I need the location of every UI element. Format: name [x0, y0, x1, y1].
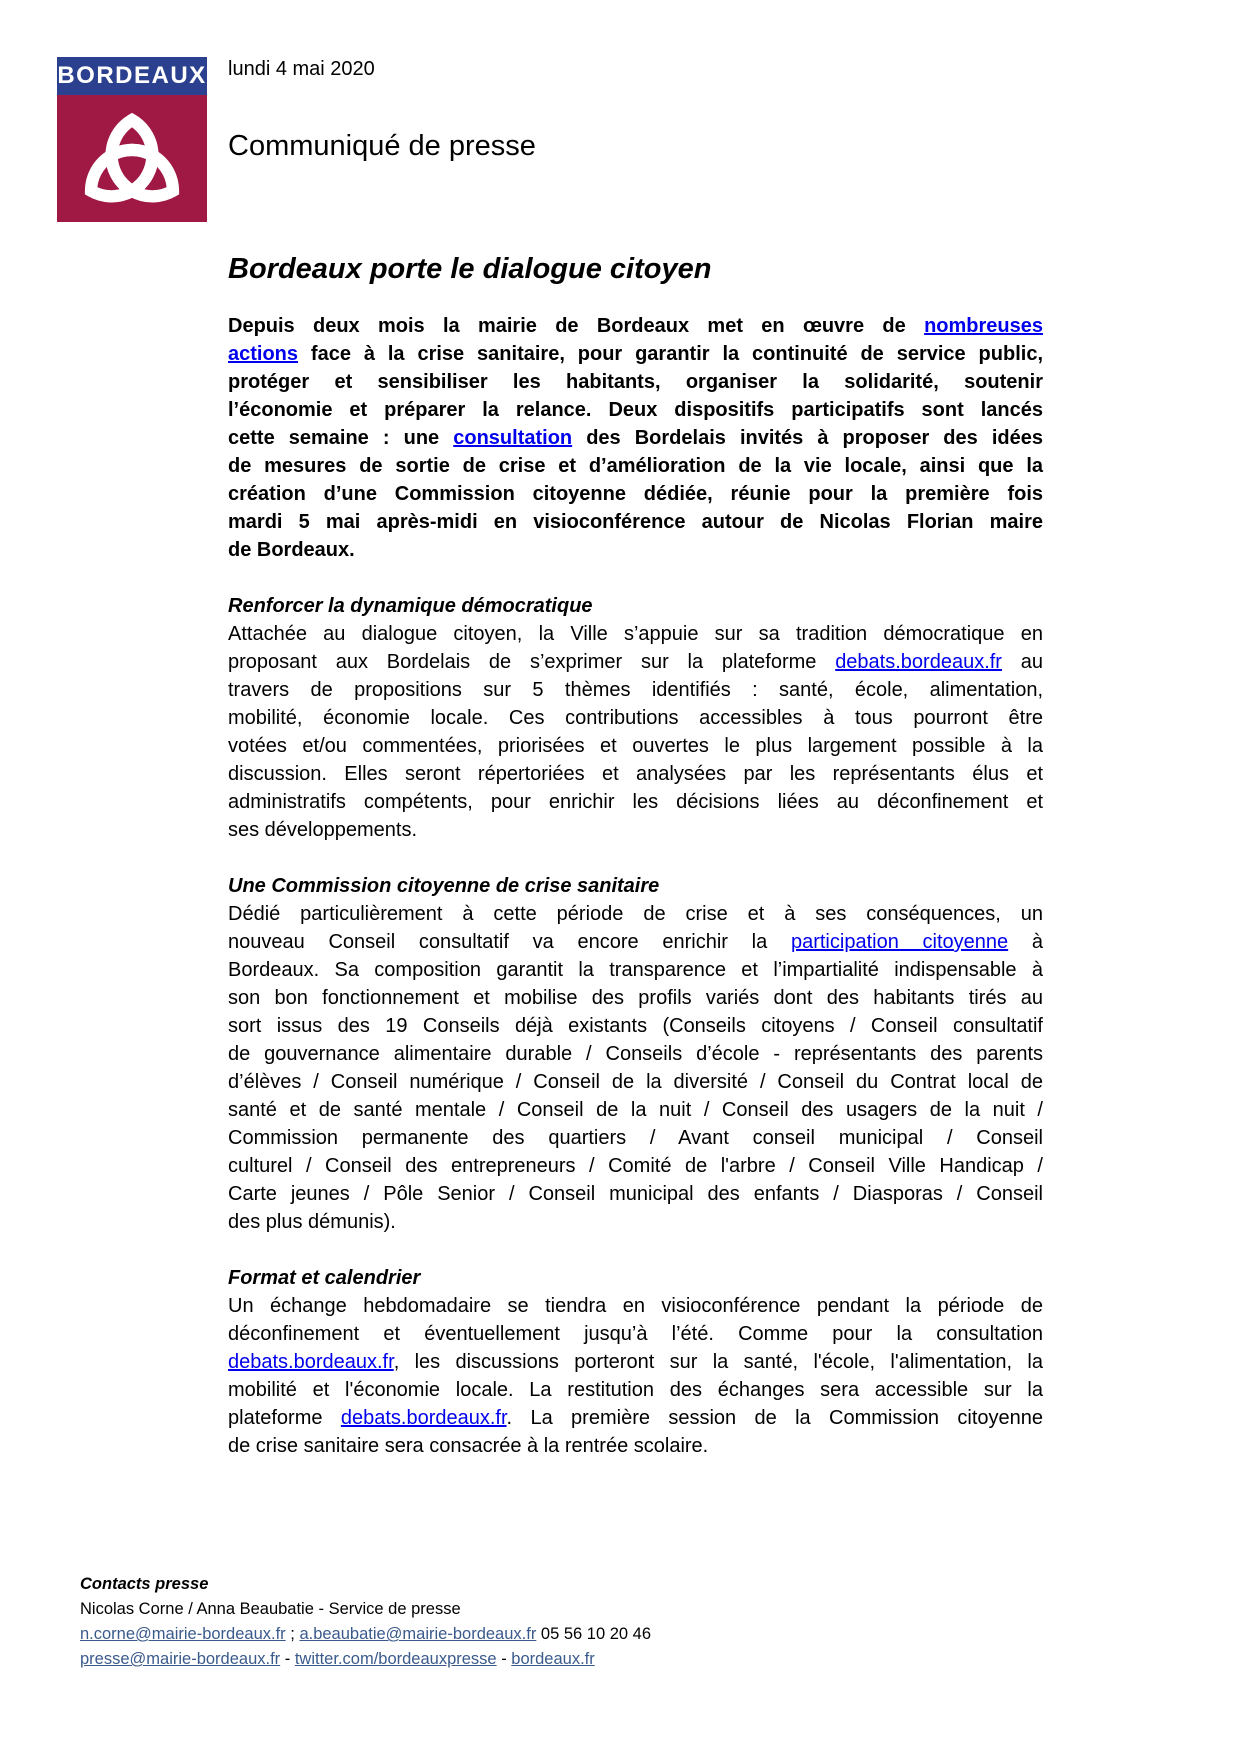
body-content	[228, 312, 1043, 1460]
text-link[interactable]: debats.bordeaux.fr	[340, 1407, 507, 1429]
paragraph	[228, 620, 1043, 844]
body-line: mobilité et l'économie locale. La restitution des échanges sera accessible sur la	[228, 1379, 1043, 1401]
section-heading: Une Commission citoyenne de crise sanitaire	[228, 875, 660, 897]
bordeaux-logo	[57, 57, 207, 222]
body-line: de gouvernance alimentaire durable / Conseils d’école - représentants des parents	[228, 1043, 1043, 1065]
section-heading: Renforcer la dynamique démocratique	[228, 595, 593, 617]
body-line: Un échange hebdomadaire se tiendra en visioconférence pendant la période de	[228, 1295, 1043, 1317]
document-body	[228, 252, 1043, 1460]
body-line: actions face à la crise sanitaire, pour garantir la continuité de service public,	[228, 343, 1043, 365]
body-line: culturel / Conseil des entrepreneurs / Comité de l'arbre / Conseil Ville Handicap /	[228, 1155, 1043, 1177]
body-line: santé et de santé mentale / Conseil de la nuit / Conseil des usagers de la nuit /	[228, 1099, 1043, 1121]
text-link[interactable]: nombreuses	[924, 315, 1043, 337]
body-line: déconfinement et éventuellement jusqu’à l’été. Comme pour la consultation	[228, 1323, 1043, 1345]
body-line: sort issus des 19 Conseils déjà existants (Conseils citoyens / Conseil consultatif	[228, 1015, 1043, 1037]
body-line: Depuis deux mois la mairie de Bordeaux met en œuvre de nombreuses	[228, 315, 1043, 337]
body-line: l’économie et préparer la relance. Deux dispositifs participatifs sont lancés	[228, 399, 1043, 421]
paragraph	[228, 1292, 1043, 1460]
body-line: travers de propositions sur 5 thèmes identifiés : santé, école, alimentation,	[228, 679, 1043, 701]
body-line: Dédié particulièrement à cette période de crise et à ses conséquences, un	[228, 903, 1043, 925]
document-type-label: Communiqué de presse	[228, 130, 536, 162]
paragraph	[228, 312, 1043, 564]
body-line: d’élèves / Conseil numérique / Conseil de la diversité / Conseil du Contrat local de	[228, 1071, 1043, 1093]
header-text-block	[228, 57, 536, 163]
bordeaux-wordmark: BORDEAUX	[57, 57, 207, 95]
body-line: cette semaine : une consultation des Bordelais invités à proposer des idées	[228, 427, 1043, 449]
text-link[interactable]: debats.bordeaux.fr	[228, 1351, 394, 1373]
document-date: lundi 4 mai 2020	[228, 58, 375, 80]
body-line: de crise sanitaire sera consacrée à la rentrée scolaire.	[228, 1435, 709, 1457]
text-link[interactable]: presse@mairie-bordeaux.fr	[80, 1650, 281, 1668]
body-line: Carte jeunes / Pôle Senior / Conseil municipal des enfants / Diasporas / Conseil	[228, 1183, 1043, 1205]
body-line: debats.bordeaux.fr, les discussions porteront sur la santé, l'école, l'alimentation, la	[228, 1351, 1043, 1373]
text-link[interactable]: actions	[228, 343, 299, 365]
body-line: protéger et sensibiliser les habitants, organiser la solidarité, soutenir	[228, 371, 1043, 393]
body-line: mardi 5 mai après-midi en visioconférence autour de Nicolas Florian maire	[228, 511, 1043, 533]
footer-line: presse@mairie-bordeaux.fr - twitter.com/bordeauxpresse - bordeaux.fr	[80, 1650, 595, 1668]
text-link[interactable]: debats.bordeaux.fr	[835, 651, 1002, 673]
section-heading: Format et calendrier	[228, 1267, 421, 1289]
bordeaux-logo-background	[57, 95, 207, 222]
body-line: ses développements.	[228, 819, 418, 841]
contacts-names: Nicolas Corne / Anna Beaubatie - Service de presse	[80, 1600, 461, 1618]
text-link[interactable]: bordeaux.fr	[511, 1650, 595, 1668]
body-line: création d’une Commission citoyenne dédiée, réunie pour la première fois	[228, 483, 1043, 505]
text-link[interactable]: n.corne@mairie-bordeaux.fr	[80, 1625, 286, 1643]
body-line: votées et/ou commentées, priorisées et ouvertes le plus largement possible à la	[228, 735, 1043, 757]
text-link[interactable]: consultation	[453, 427, 573, 449]
body-line: Commission permanente des quartiers / Avant conseil municipal / Conseil	[228, 1127, 1043, 1149]
document-footer	[80, 1572, 651, 1672]
body-line: discussion. Elles seront répertoriées et analysées par les représentants élus et	[228, 763, 1043, 785]
footer-links-block	[80, 1622, 651, 1672]
text-link[interactable]: a.beaubatie@mairie-bordeaux.fr	[299, 1625, 537, 1643]
paragraph	[228, 900, 1043, 1236]
body-line: nouveau Conseil consultatif va encore enrichir la participation citoyenne à	[228, 931, 1044, 953]
contacts-heading: Contacts presse	[80, 1575, 209, 1593]
text-link[interactable]: twitter.com/bordeauxpresse	[294, 1650, 497, 1668]
body-line: proposant aux Bordelais de s’exprimer sur la plateforme debats.bordeaux.fr au	[228, 651, 1043, 673]
text-link[interactable]: participation citoyenne	[790, 931, 1009, 953]
body-line: plateforme debats.bordeaux.fr. La première session de la Commission citoyenne	[228, 1407, 1043, 1429]
body-line: administratifs compétents, pour enrichir les décisions liées au déconfinement et	[228, 791, 1043, 813]
body-line: son bon fonctionnement et mobilise des profils variés dont des habitants tirés au	[228, 987, 1043, 1009]
body-line: des plus démunis).	[228, 1211, 396, 1233]
trefoil-crescent-icon	[57, 95, 207, 222]
body-line: Attachée au dialogue citoyen, la Ville s’appuie sur sa tradition démocratique en	[228, 623, 1043, 645]
body-line: Bordeaux. Sa composition garantit la transparence et l’impartialité indispensable à	[228, 959, 1043, 981]
body-line: de Bordeaux.	[228, 539, 355, 561]
body-line: mobilité, économie locale. Ces contributions accessibles à tous pourront être	[228, 707, 1043, 729]
page-title: Bordeaux porte le dialogue citoyen	[228, 253, 712, 285]
body-line: de mesures de sortie de crise et d’amélioration de la vie locale, ainsi que la	[228, 455, 1043, 477]
footer-line: n.corne@mairie-bordeaux.fr ; a.beaubatie@mairie-bordeaux.fr 05 56 10 20 46	[80, 1625, 652, 1643]
